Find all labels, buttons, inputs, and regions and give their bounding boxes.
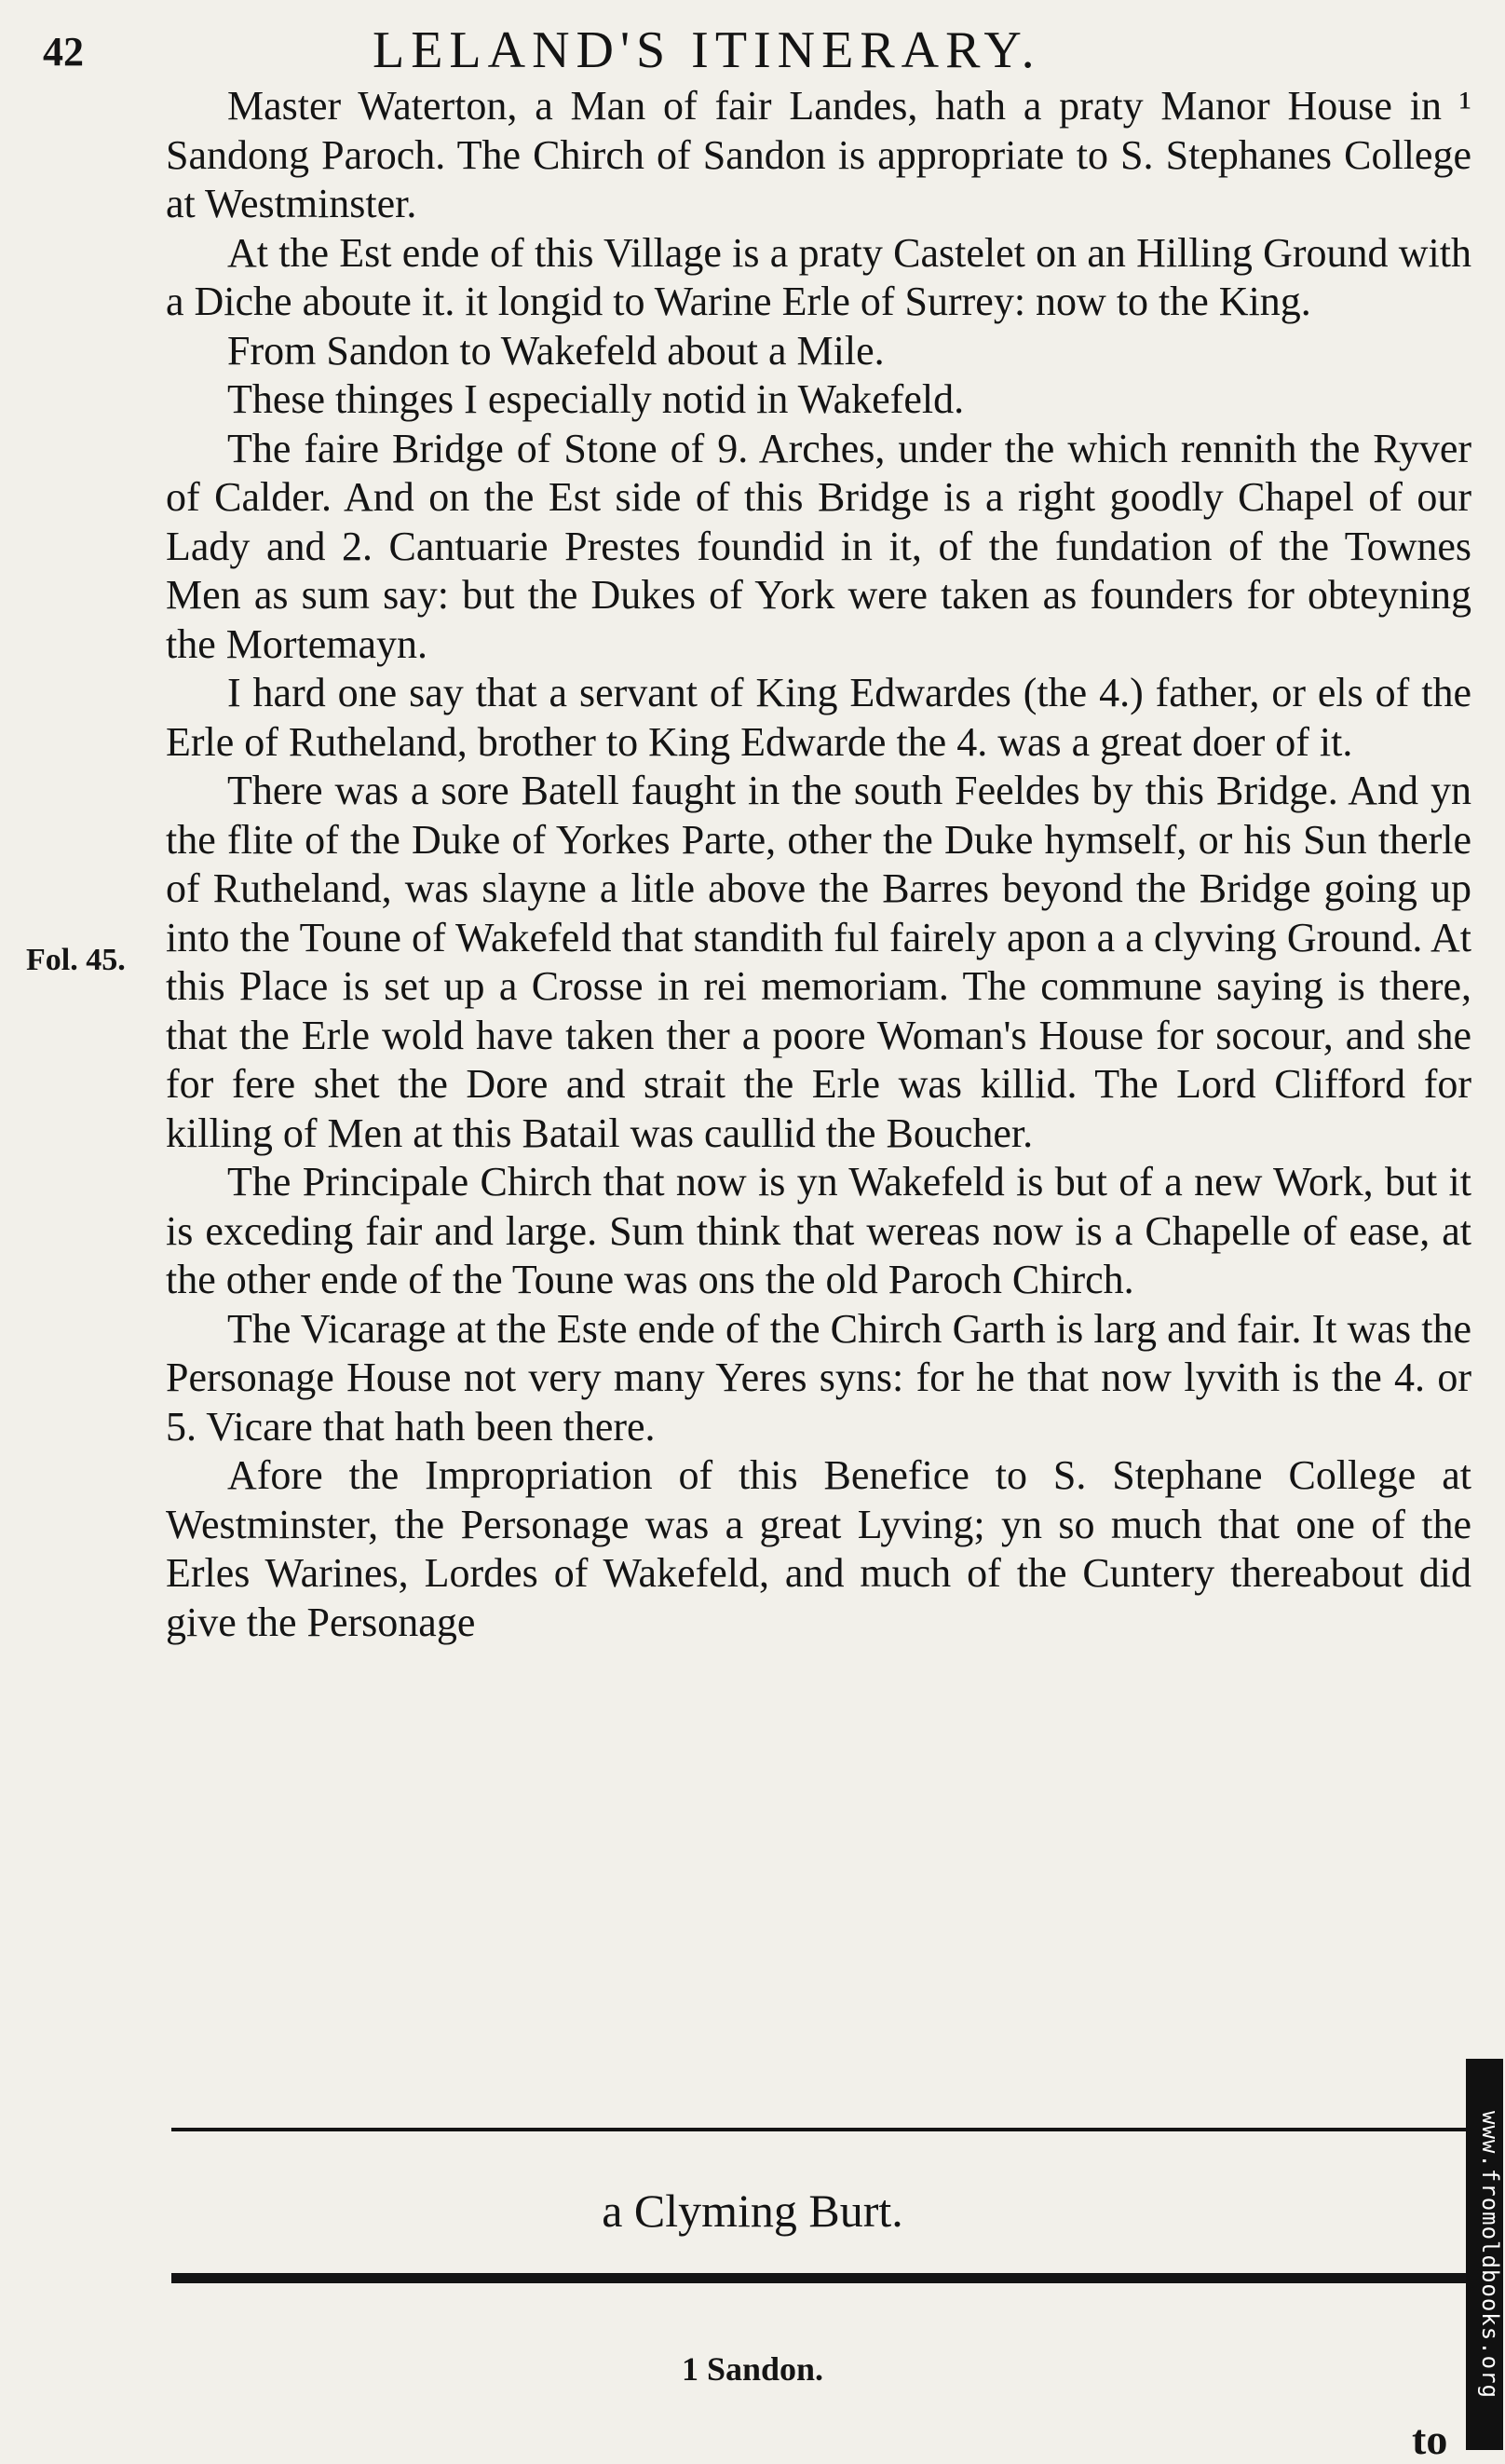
running-title: LELAND'S ITINERARY. (373, 21, 1041, 79)
paragraph: The Vicarage at the Este ende of the Chirch Garth is larg and fair. It was the Personage House not very many Yeres syns: for he that now lyvith is the 4. or 5. Vicare that hath been there. (166, 1305, 1471, 1450)
paragraph: Afore the Impropriation of this Benefice to S. Stephane College at Westminster, the Personage was a great Lyving; yn so much that one of the Erles Warines, Lordes of Wakefeld, and much of the Cuntery thereabout did give the Personage (166, 1452, 1471, 1645)
page-number: 42 (43, 29, 84, 75)
paragraph: I hard one say that a servant of King Edwardes (the 4.) father, or els of the Erle of Rutheland, brother to King Edwarde the 4. was a great doer of it. (166, 670, 1471, 765)
paragraph: The faire Bridge of Stone of 9. Arches, under the which rennith the Ryver of Calder. And on the Est side of this Bridge is a right goodly Chapel of our Lady and 2. Cantuarie Prestes foundid in it, of the fundation of the Townes Men as sum say: but the Dukes of York were taken as founders for obteyning the Mortemayn. (166, 425, 1471, 667)
body-text (166, 82, 1471, 1647)
paragraph: These thinges I especially notid in Wakefeld. (227, 376, 965, 422)
footnote-a: a Clyming Burt. (602, 2185, 903, 2237)
margin-note-folio: Fol. 45. (26, 943, 126, 977)
paragraph: Master Waterton, a Man of fair Landes, hath a praty Manor House in ¹ Sandong Paroch. The Chirch of Sandon is appropriate to S. Stephanes College at Westminster. (166, 83, 1471, 226)
paragraph: There was a sore Batell faught in the south Feeldes by this Bridge. And yn the flite of the Duke of Yorkes Parte, other the Duke hymself, or his Sun therle of Rutheland, was slayne a litle above the Barres beyond the Bridge going up into the Toune of Wakefeld that standith ful fairely apon a a clyving Ground. At this Place is set up a Crosse in rei memoriam. The commune saying is there, that the Erle wold have taken ther a poore Woman's House for socour, and she for fere shet the Dore and strait the Erle was killid. The Lord Clifford for killing of Men at this Batail was caullid the Boucher. (166, 768, 1471, 1156)
footnote-rule-top (171, 2128, 1471, 2131)
paragraph: At the Est ende of this Village is a praty Castelet on an Hilling Ground with a Diche aboute it. it longid to Warine Erle of Surrey: now to the King. (166, 229, 1471, 324)
paragraph: The Principale Chirch that now is yn Wakefeld is but of a new Work, but it is exceding fair and large. Sum think that wereas now is a Chapelle of ease, at the other ende of the Toune was ons the old Paroch Chirch. (166, 1159, 1471, 1302)
catchword: to (1412, 2416, 1448, 2463)
side-credit: www.fromoldbooks.org (1466, 2059, 1503, 2450)
footnote-1: 1 Sandon. (681, 2350, 824, 2388)
paragraph: From Sandon to Wakefeld about a Mile. (227, 327, 885, 374)
footnote-rule-bottom (171, 2273, 1471, 2283)
